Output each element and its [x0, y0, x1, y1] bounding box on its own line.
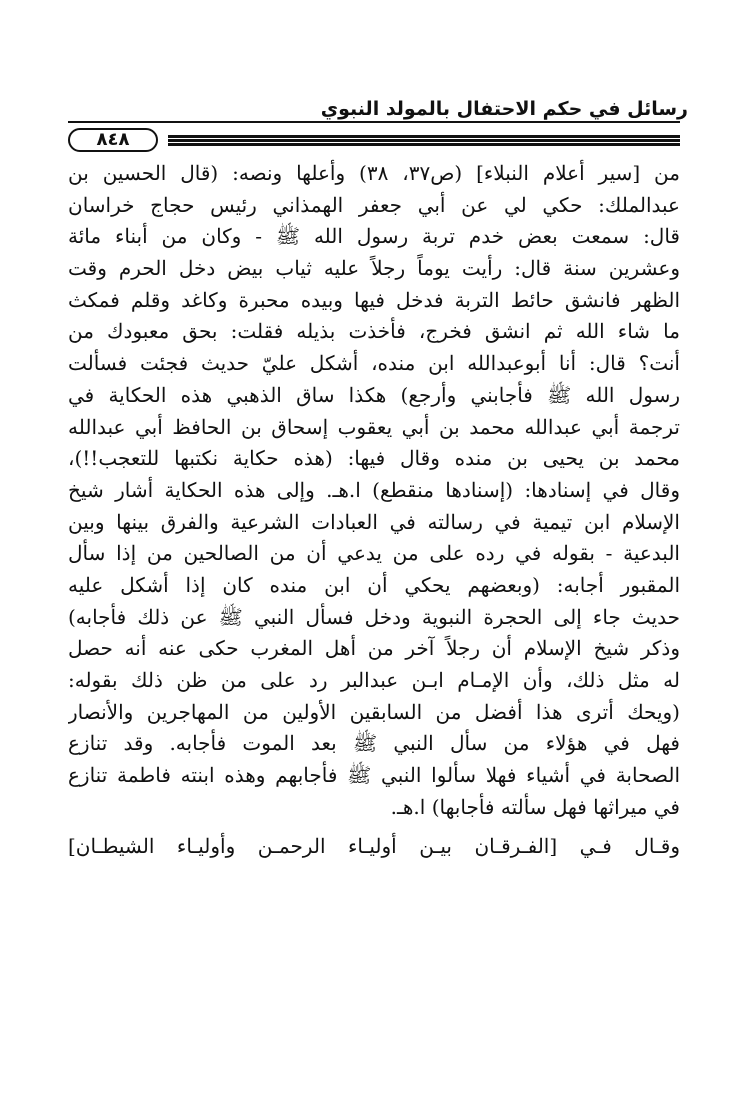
running-title: رسائل في حكم الاحتفال بالمولد النبوي	[320, 98, 688, 120]
text-line: عبدالملك: حكي لي عن أبي جعفر الهمذاني رئيس حجاج خراسان	[68, 192, 680, 217]
text-line: الإسلام ابن تيمية في رسالته في العبادات الشرعية والفرق بينها وبين	[68, 509, 680, 534]
text-line: من [سير أعلام النبلاء] (ص٣٧، ٣٨) وأعلها ونصه: (قال الحسين بن	[68, 161, 680, 185]
ornamental-rule	[168, 135, 680, 146]
text-line: أنت؟ قال: أنا أبوعبدالله ابن منده، أشكل عليّ حديث فجئت فسألت	[68, 351, 680, 376]
text-line: الصحابة في أشياء فهلا سألوا النبي ﷺ فأجابهم وهذه ابنته فاطمة تنازع	[68, 763, 680, 788]
text-line: حديث جاء إلى الحجرة النبوية ودخل فسأل النبي ﷺ عن ذلك فأجابه)	[68, 604, 680, 629]
text-line: الظهر فانشق حائط التربة فدخل فيها وبيده محبرة وكاغد وقلم فمكث	[68, 287, 680, 312]
text-line: في ميراثها فهل سألته فأجابها) ا.هـ.	[390, 794, 680, 819]
text-line: وقال في إسنادها: (إسنادها منقطع) ا.هـ. وإلى هذه الحكاية أشار شيخ	[68, 477, 680, 502]
text-line: رسول الله ﷺ فأجابني وأرجع) هكذا ساق الذهبي هذه الحكاية في	[68, 382, 680, 407]
text-line: فهل في هؤلاء من سأل النبي ﷺ بعد الموت فأجابه. وقد تنازع	[68, 731, 680, 756]
final-line: وقـال فـي [الفـرقـان بيـن أوليـاء الرحمـن وأوليـاء الشيطـان]	[68, 834, 680, 859]
text-line: ترجمة أبي عبدالله محمد بن أبي يعقوب إسحاق بن الحافظ أبي عبدالله	[68, 414, 680, 439]
text-line: (ويحك أترى هذا أفضل من السابقين الأولين من المهاجرين والأنصار	[68, 699, 680, 724]
text-line: البدعية - بقوله في رده على من يدعي أن من الصالحين من إذا سأل	[68, 541, 680, 566]
paragraph-spacer	[68, 823, 680, 831]
text-line: قال: سمعت بعض خدم تربة رسول الله ﷺ - وكان من أبناء مائة	[68, 224, 680, 249]
body-text	[68, 158, 680, 863]
text-line: المقبور أجابه: (وبعضهم يحكي أن ابن منده كان إذا أشكل عليه	[68, 572, 680, 597]
page-number: ٨٤٨	[68, 128, 158, 152]
text-line: وعشرين سنة قال: رأيت يوماً رجلاً عليه ثياب بيض دخل الحرم وقت	[68, 256, 680, 281]
text-line: ما شاء الله ثم انشق فخرج، فأخذت بذيله فقلت: بحق معبودك من	[68, 319, 680, 344]
header-rule	[68, 121, 680, 123]
page-number-bar	[68, 131, 680, 153]
text-line: له مثل ذلك، وأن الإمـام ابـن عبدالبر رد على من ظن ذلك بقوله:	[68, 668, 680, 692]
text-line: وذكر شيخ الإسلام أن رجلاً آخر من أهل المغرب حكى عنه أنه حصل	[68, 636, 680, 661]
text-line: محمد بن يحيى بن منده وقال فيها: (هذه حكاية نكتبها للتعجب!!)،	[68, 446, 680, 471]
